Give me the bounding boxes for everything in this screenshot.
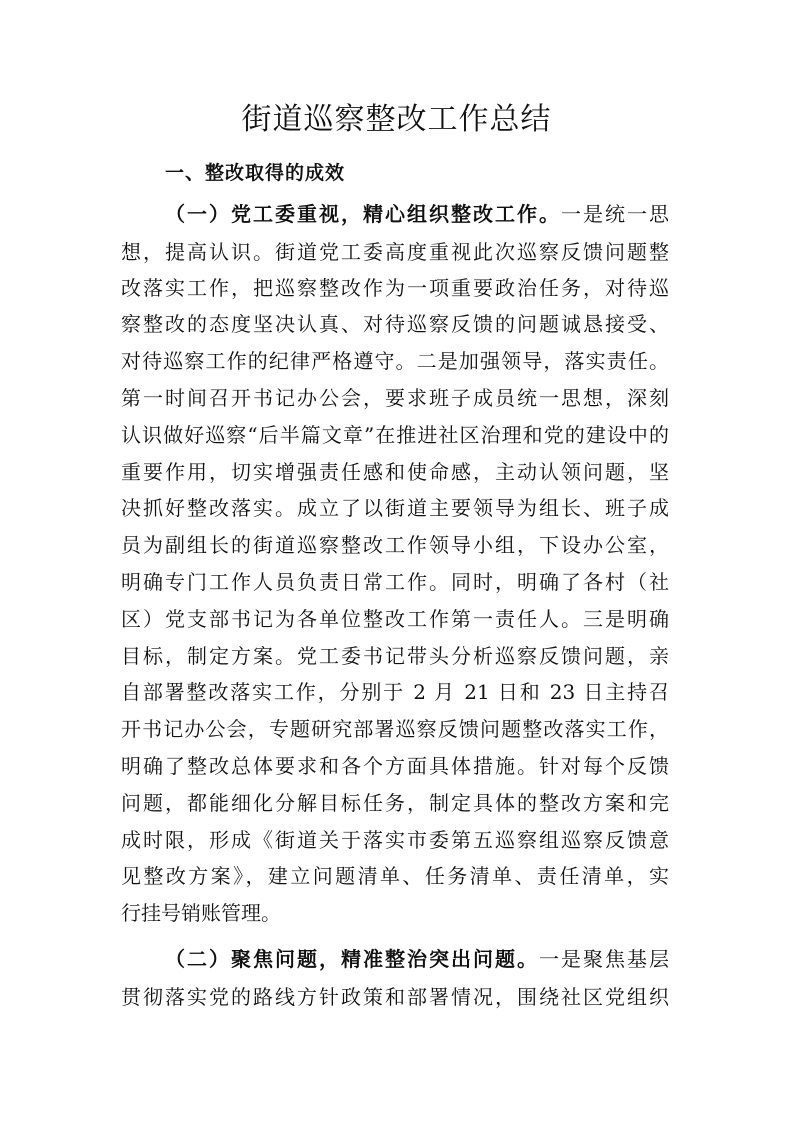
paragraph-text: 一是统一思	[561, 202, 669, 226]
paragraph-line: 重要作用，切实增强责任感和使命感，主动认领问题，坚	[121, 460, 669, 484]
paragraph-line: 见整改方案》，建立问题清单、任务清单、责任清单，实	[121, 864, 669, 888]
document-title: 街道巡察整改工作总结	[241, 102, 552, 137]
paragraph-line: 行挂号销账管理。	[121, 901, 281, 925]
paragraph-line: 员为副组长的街道巡察整改工作领导小组，下设办公室，	[121, 533, 669, 557]
paragraph-line	[165, 202, 669, 226]
paragraph-line: 改落实工作，把巡察整改作为一项重要政治任务，对待巡	[121, 276, 669, 300]
paragraph-line: 认识做好巡察“后半篇文章”在推进社区治理和党的建设中的	[121, 423, 669, 447]
paragraph-line	[165, 947, 669, 971]
paragraph-line: 明确了整改总体要求和各个方面具体措施。针对每个反馈	[121, 754, 669, 778]
paragraph-line: 开书记办公会，专题研究部署巡察反馈问题整改落实工作，	[121, 717, 669, 741]
paragraph-line: 决抓好整改落实。成立了以街道主要领导为组长、班子成	[121, 496, 669, 520]
paragraph-line: 问题，都能细化分解目标任务，制定具体的整改方案和完	[121, 791, 669, 815]
paragraph-line: 目标，制定方案。党工委书记带头分析巡察反馈问题，亲	[121, 644, 669, 668]
paragraph-line: 对待巡察工作的纪律严格遵守。二是加强领导，落实责任。	[121, 349, 669, 373]
paragraph-line: 成时限，形成《街道关于落实市委第五巡察组巡察反馈意	[121, 828, 669, 852]
paragraph-line: 区）党支部书记为各单位整改工作第一责任人。三是明确	[121, 607, 669, 631]
paragraph-lead: （一）党工委重视，精心组织整改工作。	[165, 202, 561, 226]
paragraph-line: 贯彻落实党的路线方针政策和部署情况，围绕社区党组织	[121, 985, 669, 1009]
paragraph-line: 第一时间召开书记办公会，要求班子成员统一思想，深刻	[121, 386, 669, 410]
paragraph-lead: （二）聚焦问题，精准整治突出问题。	[165, 947, 539, 971]
paragraph-line: 察整改的态度坚决认真、对待巡察反馈的问题诚恳接受、	[121, 312, 669, 336]
paragraph-line: 自部署整改落实工作，分别于 2 月 21 日和 23 日主持召	[121, 680, 669, 704]
paragraph-text: 一是聚焦基层	[539, 947, 669, 971]
section-heading: 一、整改取得的成效	[165, 162, 346, 184]
paragraph-line: 明确专门工作人员负责日常工作。同时，明确了各村（社	[121, 570, 669, 594]
paragraph-line: 想，提高认识。街道党工委高度重视此次巡察反馈问题整	[121, 240, 669, 264]
